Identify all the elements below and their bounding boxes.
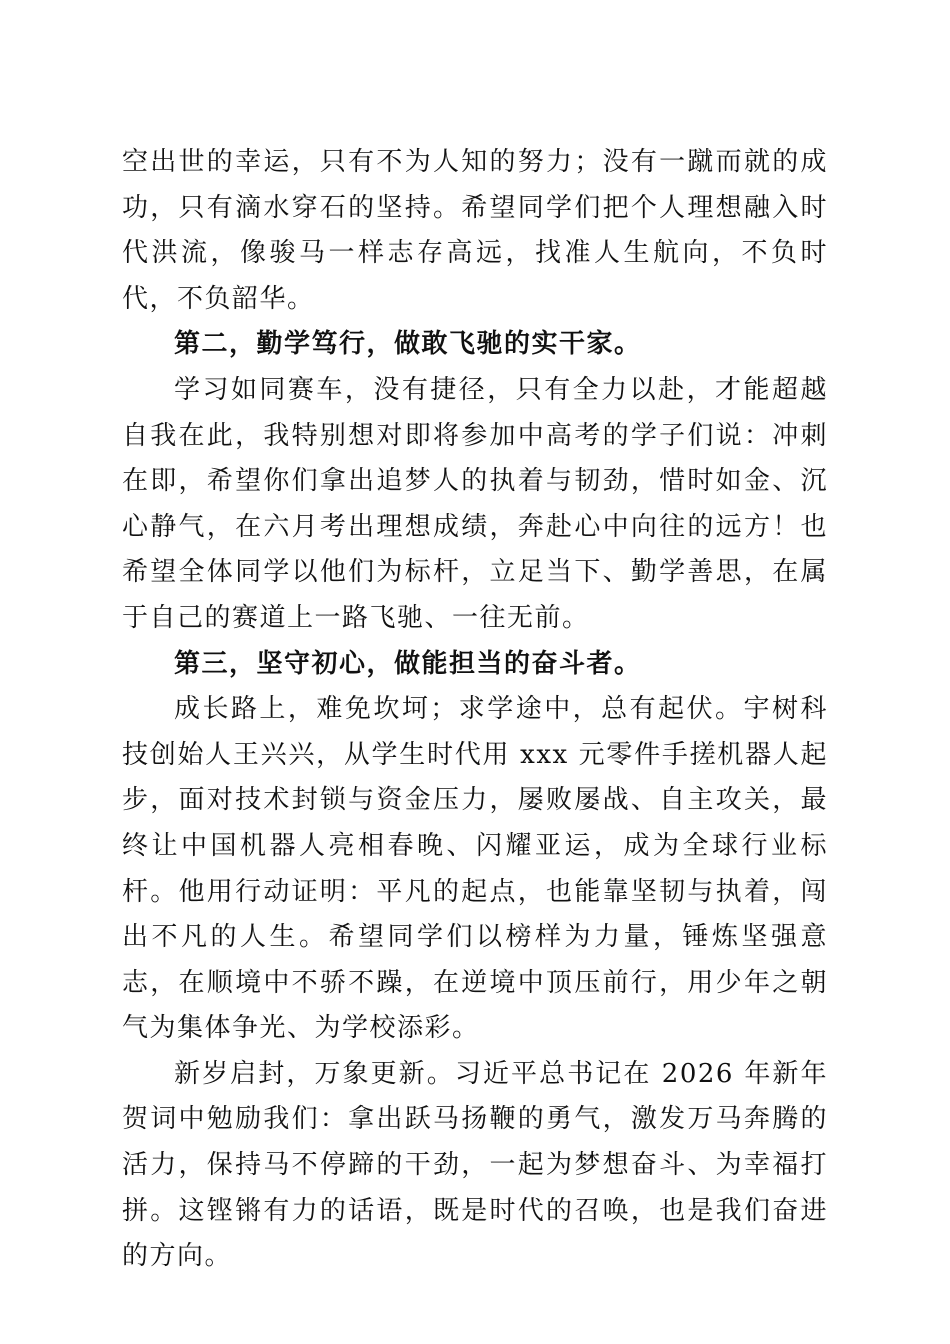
section-heading-2: 第二，勤学笃行，做敢飞驰的实干家。 bbox=[174, 329, 642, 360]
paragraph-continuation: 空出世的幸运，只有不为人知的努力；没有一蹴而就的成功，只有滴水穿石的坚持。希望同学们把个人理想融入时代洪流，像骏马一样志存高远，找准人生航向，不负时代，不负韶华。 bbox=[122, 147, 828, 314]
paragraph-study: 学习如同赛车，没有捷径，只有全力以赴，才能超越自我在此，我特别想对即将参加中高考的学子们说：冲刺在即，希望你们拿出追梦人的执着与韧劲，惜时如金、沉心静气，在六月考出理想成绩，奔赴心中向往的远方！也希望全体同学以他们为标杆，立足当下、勤学善思，在属于自己的赛道上一路飞驰、一往无前。 bbox=[122, 374, 828, 633]
document-page bbox=[122, 140, 828, 1280]
paragraph-growth: 成长路上，难免坎坷；求学途中，总有起伏。宇树科技创始人王兴兴，从学生时代用 xxx 元零件手搓机器人起步，面对技术封锁与资金压力，屡败屡战、自主攻关，最终让中国机器人亮相春晚、闪耀亚运，成为全球行业标杆。他用行动证明：平凡的起点，也能靠坚韧与执着，闯出不凡的人生。希望同学们以榜样为力量，锤炼坚强意志，在顺境中不骄不躁，在逆境中顶压前行，用少年之朝气为集体争光、为学校添彩。 bbox=[122, 694, 828, 1044]
paragraph-new-year: 新岁启封，万象更新。习近平总书记在 2026 年新年贺词中勉励我们：拿出跃马扬鞭的勇气，激发万马奔腾的活力，保持马不停蹄的干劲，一起为梦想奋斗、为幸福打拼。这铿锵有力的话语，既是时代的召唤，也是我们奋进的方向。 bbox=[122, 1058, 828, 1272]
section-heading-3: 第三，坚守初心，做能担当的奋斗者。 bbox=[174, 648, 642, 679]
